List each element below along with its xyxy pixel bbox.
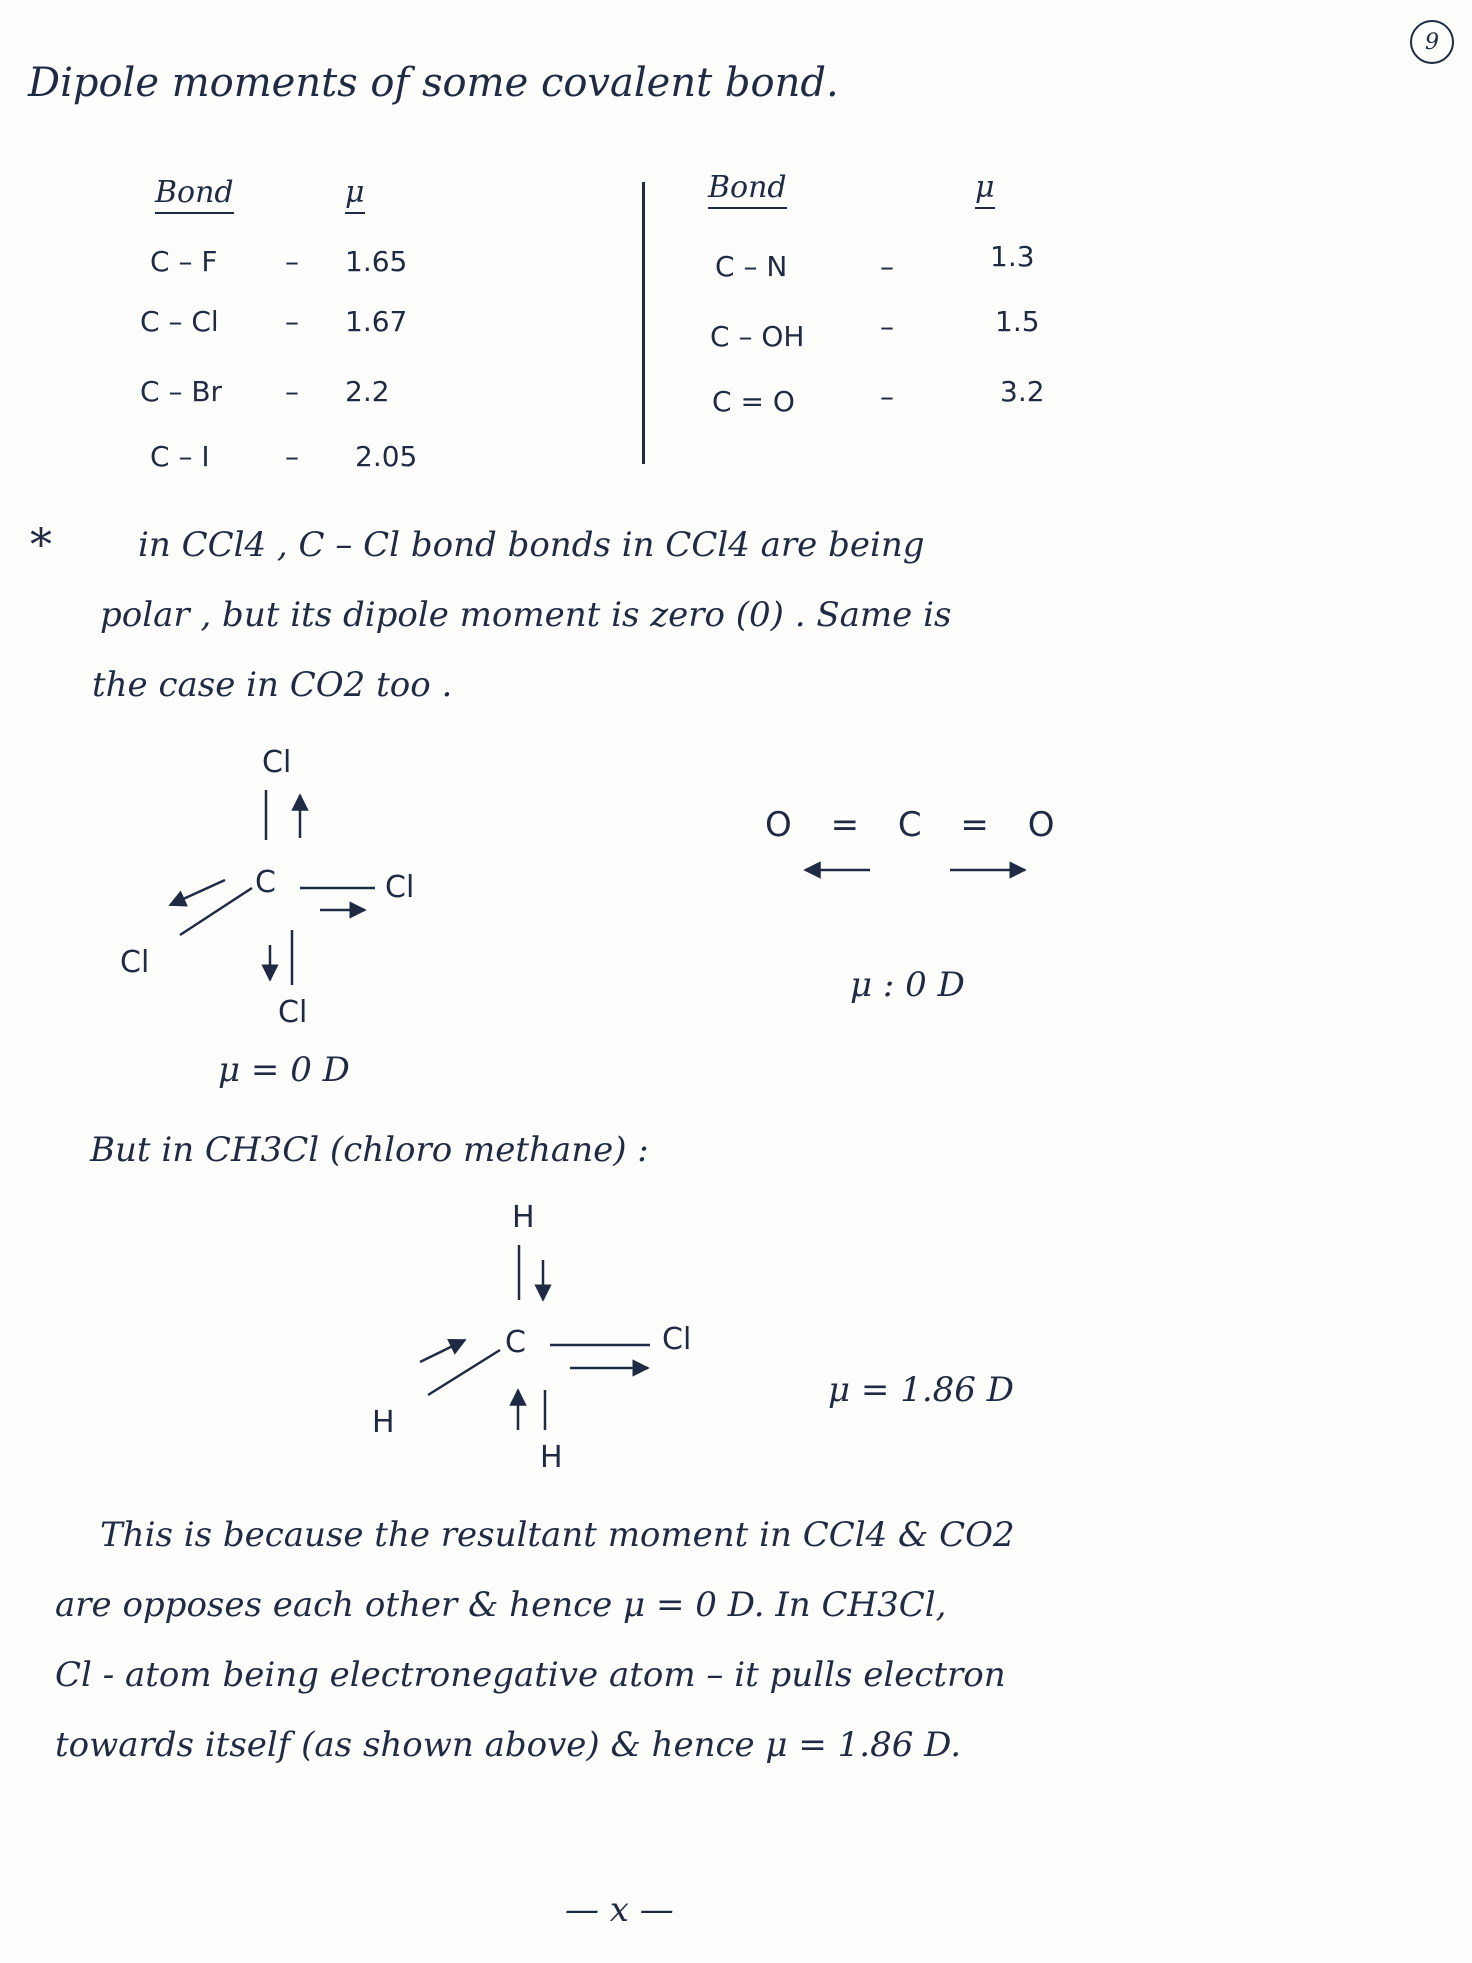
left-row-bond: C – Br (140, 375, 223, 408)
right-row-bond: C – OH (710, 320, 805, 353)
end-mark: — x — (565, 1890, 674, 1930)
conclusion-line-2: are opposes each other & hence μ = 0 D. In CH3Cl, (55, 1585, 947, 1625)
left-row-dash: – (285, 375, 299, 408)
conclusion-line-4: towards itself (as shown above) & hence μ = 1.86 D. (55, 1725, 961, 1765)
ccl4-left-cl: Cl (120, 945, 150, 980)
left-header-bond: Bond (155, 175, 234, 214)
right-row-bond: C = O (712, 385, 795, 418)
right-row-bond: C – N (715, 250, 788, 283)
left-row-bond: C – Cl (140, 305, 219, 338)
note-line-2: polar , but its dipole moment is zero (0) . Same is (100, 595, 952, 635)
left-row-mu: 1.67 (345, 305, 408, 338)
co2-dipole-value: μ : 0 D (850, 965, 965, 1005)
right-header-mu: μ (975, 170, 995, 209)
note-line-3: the case in CO2 too . (92, 665, 453, 705)
page-number: 9 (1410, 20, 1454, 64)
ccl4-center-c: C (255, 865, 276, 900)
ccl4-right-cl: Cl (385, 870, 415, 905)
left-header-mu: μ (345, 175, 365, 214)
left-row-mu: 2.2 (345, 375, 390, 408)
left-row-dash: – (285, 245, 299, 278)
right-header-bond: Bond (708, 170, 787, 209)
ch3cl-center-c: C (505, 1325, 526, 1360)
left-row-dash: – (285, 440, 299, 473)
right-row-dash: – (880, 310, 894, 343)
page-title: Dipole moments of some covalent bond. (28, 60, 839, 106)
conclusion-line-3: Cl - atom being electronegative atom – it pulls electron (55, 1655, 1006, 1695)
ccl4-bottom-cl: Cl (278, 995, 308, 1030)
ccl4-top-cl: Cl (262, 745, 292, 780)
ccl4-dipole-arrow-left (170, 880, 225, 905)
ccl4-dipole-value: μ = 0 D (218, 1050, 350, 1090)
note-line-1: in CCl4 , C – Cl bond bonds in CCl4 are being (138, 525, 925, 565)
note-star: * (30, 520, 52, 571)
ch3cl-top-h: H (512, 1200, 535, 1235)
conclusion-line-1: This is because the resultant moment in CCl4 & CO2 (100, 1515, 1015, 1555)
left-row-mu: 2.05 (355, 440, 418, 473)
left-row-bond: C – I (150, 440, 210, 473)
left-row-mu: 1.65 (345, 245, 408, 278)
right-row-dash: – (880, 250, 894, 283)
left-row-bond: C – F (150, 245, 218, 278)
ch3cl-dipole-value: μ = 1.86 D (828, 1370, 1014, 1410)
right-row-mu: 3.2 (1000, 375, 1045, 408)
left-row-dash: – (285, 305, 299, 338)
ch3cl-left-h: H (372, 1405, 395, 1440)
right-row-mu: 1.5 (995, 305, 1040, 338)
right-row-mu: 1.3 (990, 240, 1035, 273)
ch3cl-dipole-arrow-left (420, 1340, 465, 1362)
ch3cl-intro: But in CH3Cl (chloro methane) : (90, 1130, 649, 1170)
ch3cl-bottom-h: H (540, 1440, 563, 1475)
ch3cl-bond-left (428, 1350, 500, 1395)
co2-formula: O = C = O (765, 805, 1069, 845)
right-row-dash: – (880, 380, 894, 413)
ch3cl-right-cl: Cl (662, 1322, 692, 1357)
